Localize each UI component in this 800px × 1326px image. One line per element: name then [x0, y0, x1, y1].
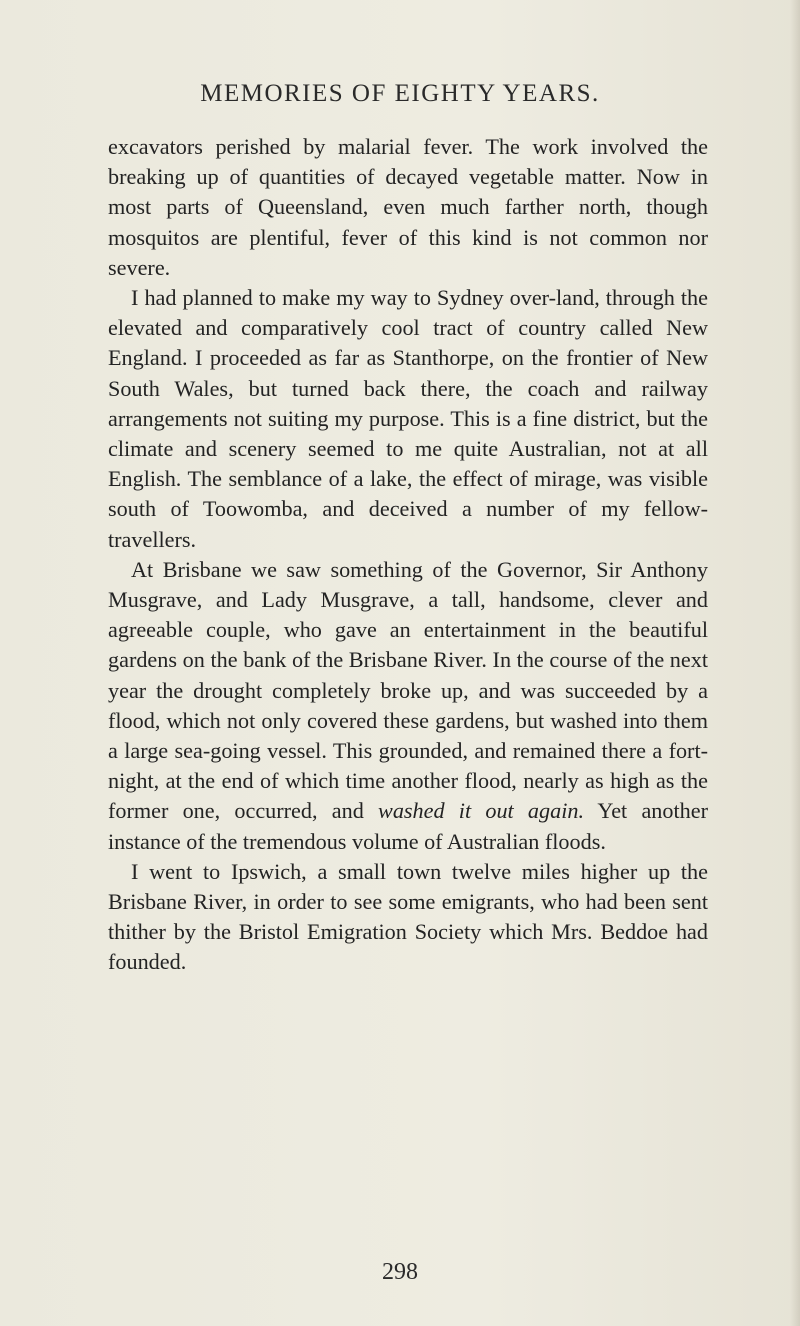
page-edge-shadow	[790, 0, 800, 1326]
running-head: MEMORIES OF EIGHTY YEARS.	[200, 80, 600, 107]
paragraph-3-italic: washed it out again.	[378, 798, 585, 824]
body-text	[108, 132, 708, 978]
page-number: 298	[382, 1259, 418, 1285]
paragraph-3-text-start: At Brisbane we saw something of the Governor, Sir Anthony Musgrave, and Lady Musgrave, a tall, handsome, clever and agreeable couple, who gave an entertainment in the beautiful gardens on the bank of the Brisbane River. In the course of the next year the drought completely broke up, and was succeeded by a flood, which not only covered these gardens, but washed into them a large sea-going vessel. This grounded, and remained there a fort-night, at the end of which time another flood, nearly as high as the former one, occurred, and	[108, 556, 708, 824]
paragraph-1: excavators perished by malarial fever. The work involved the breaking up of quantities of decayed vegetable matter. Now in most parts of Queensland, even much farther north, though mosquitos are plentiful, fever of this kind is not common nor severe.	[108, 134, 708, 280]
paragraph-3	[108, 555, 708, 857]
paragraph-2: I had planned to make my way to Sydney over-land, through the elevated and comparatively cool tract of country called New England. I proceeded as far as Stanthorpe, on the frontier of New South Wales, but turned back there, the coach and railway arrangements not suiting my purpose. This is a fine district, but the climate and scenery seemed to me quite Australian, not at all English. The semblance of a lake, the effect of mirage, was visible south of Toowomba, and deceived a number of my fellow-travellers.	[108, 285, 708, 552]
paragraph-3-text-end: Yet another instance of the tremendous volume of Australian floods.	[108, 798, 708, 854]
paragraph-4: I went to Ipswich, a small town twelve miles higher up the Brisbane River, in order to see some emigrants, who had been sent thither by the Bristol Emigration Society which Mrs. Beddoe had founded.	[108, 858, 708, 975]
